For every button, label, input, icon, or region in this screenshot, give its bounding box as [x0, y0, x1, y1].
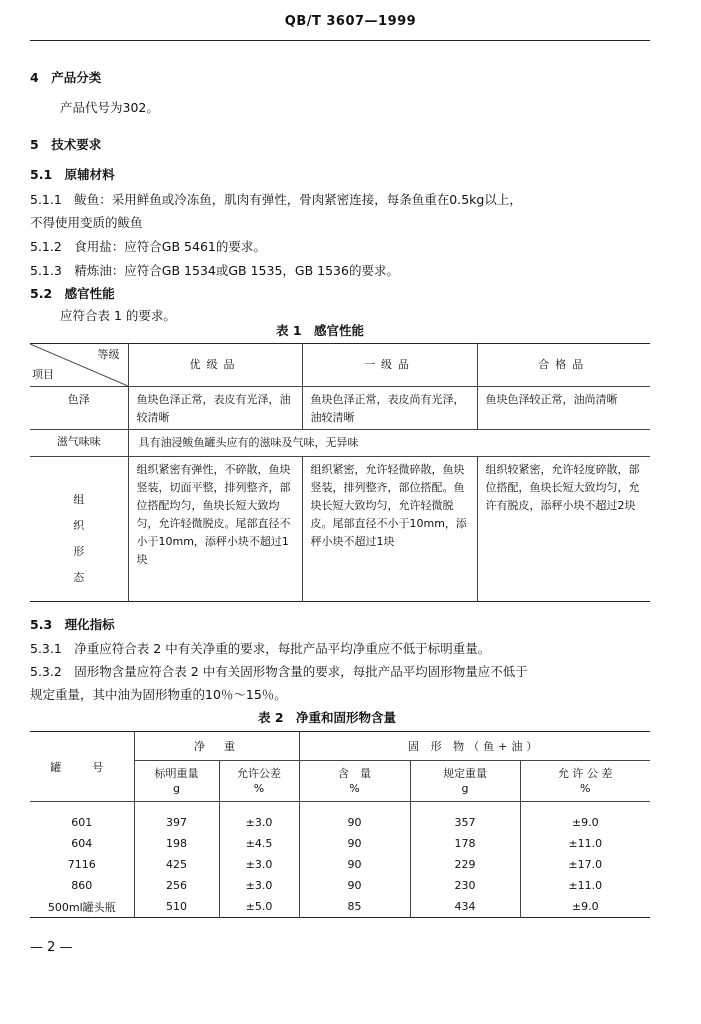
table1-col-first: 一级品	[302, 344, 477, 387]
row-tol: ±3.0	[219, 854, 299, 875]
table1-caption: 表 1 感官性能	[276, 323, 365, 338]
row-content: 85	[299, 896, 410, 918]
section-4-title: 4 产品分类	[30, 70, 102, 85]
table1-header-row	[30, 344, 650, 387]
row-labeled: 510	[134, 896, 219, 918]
table1-item-color: 色泽	[30, 387, 128, 430]
row-labeled: 256	[134, 875, 219, 896]
table-row	[30, 854, 650, 875]
row-code: 601	[30, 802, 134, 834]
table1-item-flavor: 滋气味味	[30, 430, 128, 457]
table2-group-solid: 固 形 物（鱼+油）	[299, 732, 650, 761]
row-spec: 434	[410, 896, 520, 918]
row-spec: 357	[410, 802, 520, 834]
table1-texture-qualified: 组织较紧密，允许轻度碎散，部位搭配，鱼块长短大致均匀，允许有脱皮，添秤小块不超过2块	[477, 457, 650, 602]
row-tol: ±4.5	[219, 833, 299, 854]
table-row	[30, 875, 650, 896]
table-row	[30, 896, 650, 918]
table1-item-texture: 组织形态	[30, 457, 128, 602]
row-tol: ±5.0	[219, 896, 299, 918]
row-content: 90	[299, 875, 410, 896]
row-code: 500ml罐头瓶	[30, 896, 134, 918]
page-number: — 2 —	[30, 940, 73, 955]
corner-item-label: 项目	[32, 368, 54, 381]
table2-col-code: 罐 号	[30, 732, 134, 802]
row-tol: ±3.0	[219, 875, 299, 896]
row-tol: ±3.0	[219, 802, 299, 834]
section-5-1-1-line1: 5.1.1 鲅鱼：采用鲜鱼或冷冻鱼，肌肉有弹性，骨肉紧密连接，每条鱼重在0.5kg以上，	[30, 192, 522, 207]
row-labeled: 397	[134, 802, 219, 834]
section-5-3-2-line1: 5.3.2 固形物含量应符合表 2 中有关固形物含量的要求，每批产品平均固形物量应不低于	[30, 664, 528, 679]
net-weight-table	[30, 731, 650, 918]
table2-sub-content	[299, 761, 410, 802]
table2-sub-tol2	[520, 761, 650, 802]
table2-header-row1	[30, 732, 650, 761]
table1-texture-superior: 组织紧密有弹性，不碎散，鱼块竖装，切面平整，排列整齐，部位搭配均匀，鱼块长短大致均匀，允许轻微脱皮。尾部直径不小于10mm，添秤小块不超过1块	[128, 457, 302, 602]
table1-color-qualified: 鱼块色泽较正常，油尚清晰	[477, 387, 650, 430]
row-code: 860	[30, 875, 134, 896]
table2-sub-spec	[410, 761, 520, 802]
standard-code: QB/T 3607—1999	[284, 14, 417, 29]
table2-sub-labeled	[134, 761, 219, 802]
table2-group-net: 净 重	[134, 732, 299, 761]
row-tol2: ±11.0	[568, 879, 603, 892]
section-5-3-1: 5.3.1 净重应符合表 2 中有关净重的要求，每批产品平均净重应不低于标明重量。	[30, 641, 491, 656]
section-5-1-1-line2: 不得使用变质的鲅鱼	[30, 215, 143, 230]
spec-label: 规定重量	[443, 767, 487, 780]
table1-corner-cell	[30, 344, 128, 387]
section-4-body: 产品代号为302。	[60, 100, 159, 115]
row-content: 90	[299, 802, 410, 834]
row-code: 604	[30, 833, 134, 854]
labeled-label: 标明重量	[154, 767, 199, 780]
row-tol2: ±11.0	[568, 837, 603, 850]
row-content: 90	[299, 854, 410, 875]
header-rule	[30, 40, 650, 41]
row-code: 7116	[30, 854, 134, 875]
row-tol2: ±9.0	[571, 816, 599, 829]
table1-flavor-merged: 具有油浸鲅鱼罐头应有的滋味及气味，无异味	[128, 430, 650, 457]
section-5-2-body: 应符合表 1 的要求。	[60, 308, 176, 323]
sensory-table	[30, 343, 650, 602]
table-row	[30, 802, 650, 834]
table1-row-color	[30, 387, 650, 430]
table1-row-texture	[30, 457, 650, 602]
row-labeled: 425	[134, 854, 219, 875]
section-5-3-2-line2: 规定重量，其中油为固形物重的10％～15％。	[30, 687, 287, 702]
content-label: 含 量	[338, 767, 371, 780]
table2-caption: 表 2 净重和固形物含量	[258, 710, 397, 725]
row-content: 90	[299, 833, 410, 854]
tol-label: 允许公差	[237, 767, 281, 780]
row-labeled: 198	[134, 833, 219, 854]
row-spec: 178	[410, 833, 520, 854]
row-spec: 230	[410, 875, 520, 896]
labeled-unit: g	[173, 782, 180, 795]
row-tol2: ±17.0	[568, 858, 603, 871]
table1-row-flavor	[30, 430, 650, 457]
table1-color-superior: 鱼块色泽正常，表皮有光泽，油较清晰	[128, 387, 302, 430]
spec-unit: g	[461, 782, 469, 795]
table1-col-superior: 优级品	[128, 344, 302, 387]
table1-texture-first: 组织紧密，允许轻微碎散，鱼块竖装，排列整齐，部位搭配。鱼块长短大致均匀，允许轻微脱皮。尾部直径不小于10mm，添秤小块不超过1块	[302, 457, 477, 602]
tol2-label: 允 许 公 差	[558, 767, 613, 780]
row-tol2: ±9.0	[571, 900, 599, 913]
table1-col-qualified: 合格品	[538, 358, 590, 371]
table2-sub-tol	[219, 761, 299, 802]
section-5-2-title: 5.2 感官性能	[30, 286, 115, 301]
tol2-unit: %	[580, 782, 591, 795]
section-5-1-3: 5.1.3 精炼油：应符合GB 1534或GB 1535，GB 1536的要求。	[30, 263, 399, 278]
row-spec: 229	[410, 854, 520, 875]
tol-unit: %	[253, 782, 265, 795]
content-unit: %	[349, 782, 360, 795]
section-5-title: 5 技术要求	[30, 137, 102, 152]
corner-grade-label: 等级	[97, 348, 120, 361]
table-row	[30, 833, 650, 854]
section-5-1-title: 5.1 原辅材料	[30, 167, 115, 182]
table1-color-first: 鱼块色泽正常，表皮尚有光泽，油较清晰	[302, 387, 477, 430]
section-5-1-2: 5.1.2 食用盐：应符合GB 5461的要求。	[30, 239, 266, 254]
section-5-3-title: 5.3 理化指标	[30, 617, 115, 632]
